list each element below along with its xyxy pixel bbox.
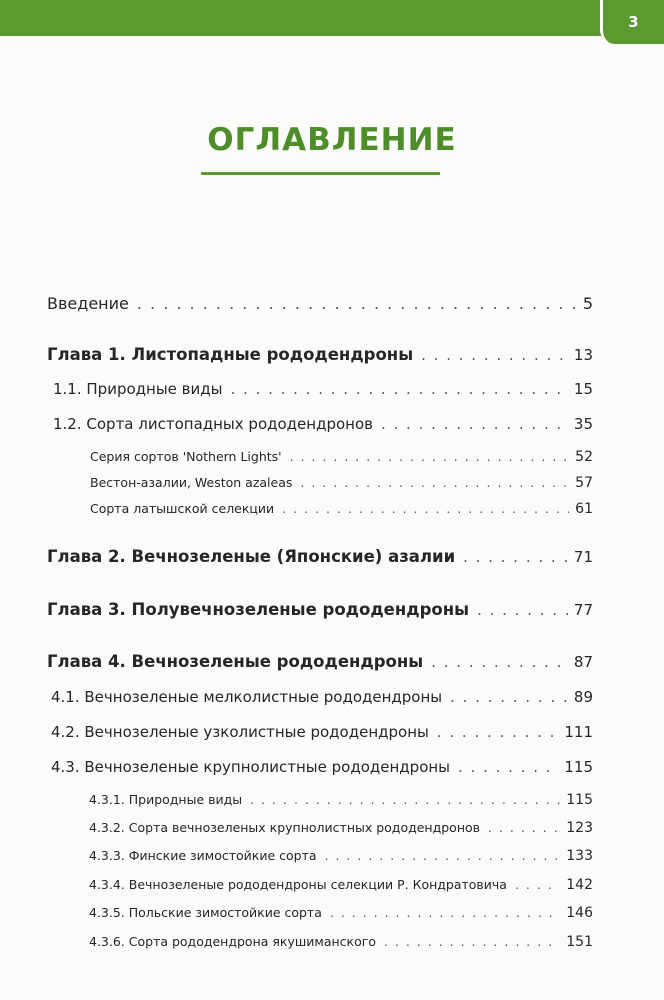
toc-entry-chapter-3[interactable]	[47, 600, 593, 619]
toc-leader	[450, 688, 568, 706]
toc-entry-1-2[interactable]	[53, 415, 593, 433]
toc-leader	[384, 934, 560, 949]
toc-leader	[282, 501, 569, 516]
toc-entry-4-2[interactable]	[51, 723, 593, 741]
toc-label: Глава 2. Вечнозеленые (Японские) азалии	[47, 547, 456, 566]
toc-entry-1-2-b[interactable]	[90, 475, 593, 491]
toc-entry-1-2-a[interactable]	[90, 449, 593, 465]
toc-label: 4.3.5. Польские зимостойкие сорта	[89, 905, 322, 920]
toc-label: 4.2. Вечнозеленые узколистные рододендроны	[51, 723, 429, 741]
toc-page: 61	[575, 501, 593, 517]
toc-label: Глава 4. Вечнозеленые рододендроны	[47, 652, 424, 671]
toc-page: 71	[573, 548, 593, 566]
toc-page: 133	[566, 848, 593, 864]
toc-leader	[250, 792, 560, 807]
toc-entry-chapter-2[interactable]	[47, 547, 593, 566]
toc-page: 15	[573, 380, 593, 398]
toc-entry-4-3-4[interactable]	[89, 877, 593, 893]
toc-page: 123	[566, 820, 593, 836]
toc-entry-4-3-2[interactable]	[89, 820, 593, 836]
page-number: 3	[628, 13, 639, 31]
toc-label: Глава 3. Полувечнозеленые рододендроны	[47, 600, 470, 619]
toc-page: 146	[566, 905, 593, 921]
toc-entry-1-2-c[interactable]	[90, 501, 593, 517]
toc-label: 1.2. Сорта листопадных рододендронов	[53, 415, 373, 433]
toc-entry-chapter-1[interactable]	[47, 345, 593, 364]
toc-leader	[515, 877, 560, 892]
toc-leader	[300, 475, 569, 490]
toc-leader	[290, 449, 570, 464]
toc-label: 4.3.4. Вечнозеленые рододендроны селекции Р. Кондратовича	[89, 877, 507, 892]
toc-leader	[463, 548, 568, 566]
toc-label: Глава 1. Листопадные рододендроны	[47, 345, 414, 364]
toc-page: 77	[573, 601, 593, 619]
toc-entry-4-3-6[interactable]	[89, 934, 593, 950]
toc-page: 57	[575, 475, 593, 491]
toc-page: 87	[573, 653, 593, 671]
toc-label: 4.3.6. Сорта рододендрона якушиманского	[89, 934, 376, 949]
toc-page: 151	[566, 934, 593, 950]
toc-label: 4.1. Вечнозеленые мелколистные рододендроны	[51, 688, 443, 706]
toc-leader	[137, 294, 577, 313]
toc-leader	[330, 905, 560, 920]
toc-page: 89	[573, 688, 593, 706]
toc-leader	[431, 653, 568, 671]
toc-label: Вестон-азалии, Weston azaleas	[90, 475, 293, 490]
toc-leader	[488, 820, 560, 835]
toc-label: Серия сортов 'Nothern Lights'	[90, 449, 282, 464]
toc-page: 111	[564, 723, 593, 741]
toc-leader	[437, 723, 559, 741]
toc-leader	[381, 415, 568, 433]
toc-page: 115	[564, 758, 593, 776]
toc-entry-4-1[interactable]	[51, 688, 593, 706]
page-title: ОГЛАВЛЕНИЕ	[207, 122, 457, 158]
toc-entry-1-1[interactable]	[53, 380, 593, 398]
toc-label: Введение	[47, 294, 129, 313]
toc-entry-chapter-4[interactable]	[47, 652, 593, 671]
toc-label: 4.3. Вечнозеленые крупнолистные рододендроны	[51, 758, 451, 776]
toc-label: 4.3.2. Сорта вечнозеленых крупнолистных рододендронов	[89, 820, 481, 835]
toc-leader	[230, 380, 567, 398]
toc-page: 35	[573, 415, 593, 433]
toc-entry-4-3[interactable]	[51, 758, 593, 776]
toc-leader	[421, 346, 568, 364]
toc-page: 142	[566, 877, 593, 893]
toc-page: 13	[573, 346, 593, 364]
toc-label: 4.3.1. Природные виды	[89, 792, 243, 807]
toc-page: 5	[582, 294, 593, 313]
toc-entry-4-3-5[interactable]	[89, 905, 593, 921]
toc-entry-4-3-3[interactable]	[89, 848, 593, 864]
toc-entry-intro[interactable]	[47, 294, 593, 313]
toc-label: 4.3.3. Финские зимостойкие сорта	[89, 848, 317, 863]
toc-label: Сорта латышской селекции	[90, 501, 275, 516]
toc-label: 1.1. Природные виды	[53, 380, 223, 398]
toc-page: 115	[566, 792, 593, 808]
toc-leader	[477, 601, 568, 619]
toc-leader	[458, 758, 558, 776]
toc-entry-4-3-1[interactable]	[89, 792, 593, 808]
toc-page: 52	[575, 449, 593, 465]
toc-leader	[325, 848, 561, 863]
